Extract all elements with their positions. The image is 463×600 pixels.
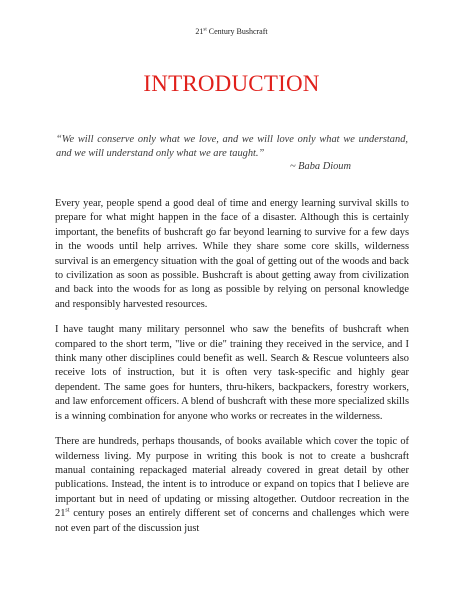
paragraph: Every year, people spend a good deal of time and energy learning survival skills to prepare for what might happen in the face of a disaster. Although this is certainly important, the benefits of bushcraft go far beyond learning to survive for a few days in the woods until help arrives. While they share some core skills, wilderness survival is an emergency situation with the goal of getting out of the woods and back to civilization as soon as possible. Bushcraft is about getting away from civilization and back into the woods for as long as possible by relying on personal knowledge and responsibly harvested resources. [55,198,409,310]
paragraph-text: century poses an entirely different set of concerns and challenges which were not even part of the discussion just [55,508,409,534]
running-header-text: Century Bushcraft [206,27,268,36]
ordinal-suffix: st [65,507,70,514]
running-header-ordinal: st [203,27,207,33]
body-text [55,197,409,547]
paragraph-text: There are hundreds, perhaps thousands, of books available which cover the topic of wilderness living. My purpose in writing this book is not to create a bushcraft manual containing repackaged material already covered in great detail by other publications. Instead, the intent is to introduce or expand on topics that I believe are important but in need of updating or missing altogether. Outdoor recreation in the 21 [55,436,409,520]
epigraph-attribution: ~ Baba Dioum [289,161,351,172]
paragraph [55,435,409,536]
epigraph-quote: “We will conserve only what we love, and we will love only what we understand, and we will understand only what we are taught.” [56,134,408,159]
running-header [0,27,463,37]
paragraph: I have taught many military personnel who saw the benefits of bushcraft when compared to the short term, "live or die" training they received in the service, and I think many other disciplines could benefit as well. Search & Rescue volunteers also receive lots of instruction, but it is often very task-specific and highly gear dependent. The same goes for hunters, thru-hikers, backpackers, forestry workers, and law enforcement officers. A blend of bushcraft with these more specialized skills is a winning combination for anyone who works or recreates in the wilderness. [55,324,409,422]
chapter-title: INTRODUCTION [143,71,320,96]
running-header-number: 21 [195,27,204,36]
